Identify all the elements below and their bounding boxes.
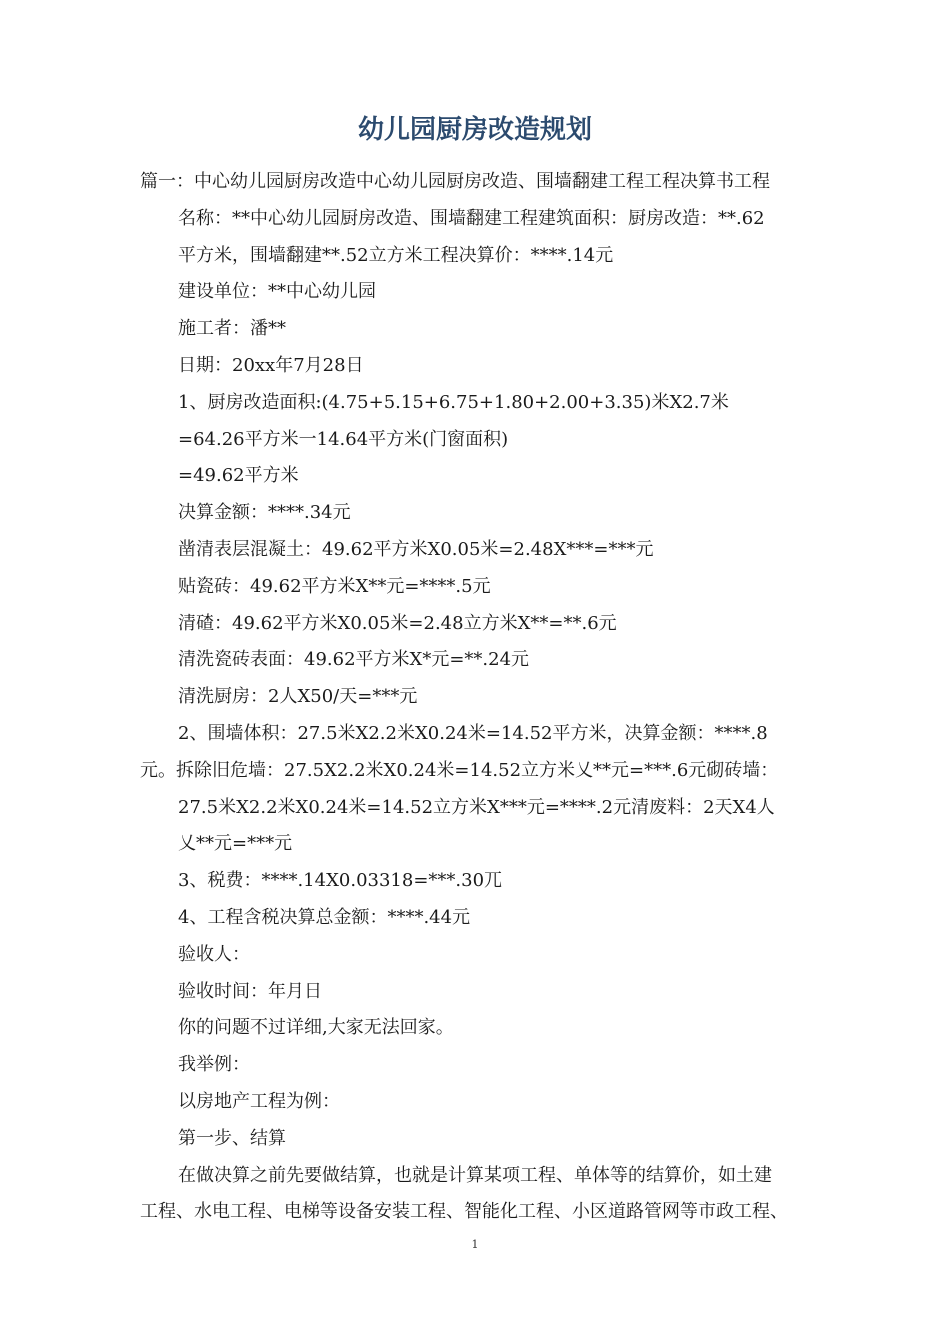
paragraph-line: 4、工程含税决算总金额：****.44元 bbox=[178, 906, 471, 928]
paragraph-line: 篇一：中心幼儿园厨房改造中心幼儿园厨房改造、围墙翻建工程工程决算书工程 bbox=[140, 171, 770, 192]
paragraph-line: 我举例： bbox=[178, 1054, 250, 1076]
paragraph-line: 决算金额：****.34元 bbox=[178, 502, 351, 524]
paragraph-line: 名称：**中心幼儿园厨房改造、围墙翻建工程建筑面积：厨房改造：**.62 bbox=[178, 207, 765, 229]
paragraph-line: 乂**元=***元 bbox=[178, 833, 293, 855]
paragraph-line: 在做决算之前先要做结算，也就是计算某项工程、单体等的结算价，如土建 bbox=[178, 1164, 772, 1186]
paragraph-line: 清洗厨房：2人X50/天=***元 bbox=[178, 686, 418, 708]
paragraph-line: 清洗瓷砖表面：49.62平方米X*元=**.24元 bbox=[178, 649, 530, 671]
paragraph-line: 1、厨房改造面积:(4.75+5.15+6.75+1.80+2.00+3.35)米X2.7米 bbox=[178, 391, 729, 413]
paragraph-line: 你的问题不过详细,大家无法回家。 bbox=[178, 1017, 454, 1039]
document-title: 幼儿园厨房改造规划 bbox=[357, 115, 592, 145]
paragraph-line: 建设单位：**中心幼儿园 bbox=[178, 281, 376, 303]
document-body bbox=[140, 164, 830, 1231]
paragraph-line: 3、税费：****.14X0.03318=***.30兀 bbox=[178, 870, 503, 892]
paragraph-line: 凿清表层混凝土：49.62平方米X0.05米=2.48X***=***元 bbox=[178, 538, 654, 560]
paragraph-line: 验收时间：年月日 bbox=[178, 980, 322, 1002]
paragraph-line: 贴瓷砖：49.62平方米X**元=****.5元 bbox=[178, 575, 491, 597]
paragraph-line: 验收人： bbox=[178, 943, 250, 965]
paragraph-line: 工程、水电工程、电梯等设备安装工程、智能化工程、小区道路管网等市政工程、 bbox=[140, 1201, 788, 1223]
paragraph-line: =64.26平方米一14.64平方米(门窗面积) bbox=[178, 428, 509, 450]
page-number: 1 bbox=[471, 1238, 479, 1251]
paragraph-line: 27.5米X2.2米X0.24米=14.52立方米X***元=****.2元清废料：2天X4人 bbox=[178, 796, 775, 818]
paragraph-line: 2、围墙体积：27.5米X2.2米X0.24米=14.52平方米，决算金额：****.8 bbox=[178, 722, 768, 744]
paragraph-line: 第一步、结算 bbox=[178, 1127, 286, 1149]
paragraph-line: 日期：20xx年7月28日 bbox=[178, 354, 364, 376]
paragraph-line: 以房地产工程为例： bbox=[178, 1090, 340, 1112]
paragraph-line: =49.62平方米 bbox=[178, 465, 299, 487]
paragraph-line: 元。拆除旧危墙：27.5X2.2米X0.24米=14.52立方米乂**元=***.6元砌砖墙： bbox=[140, 759, 779, 781]
paragraph-line: 平方米，围墙翻建**.52立方米工程决算价：****.14元 bbox=[178, 244, 614, 266]
paragraph-line: 清碴：49.62平方米X0.05米=2.48立方米X**=**.6元 bbox=[178, 612, 617, 634]
paragraph-line: 施工者：潘** bbox=[178, 318, 286, 340]
